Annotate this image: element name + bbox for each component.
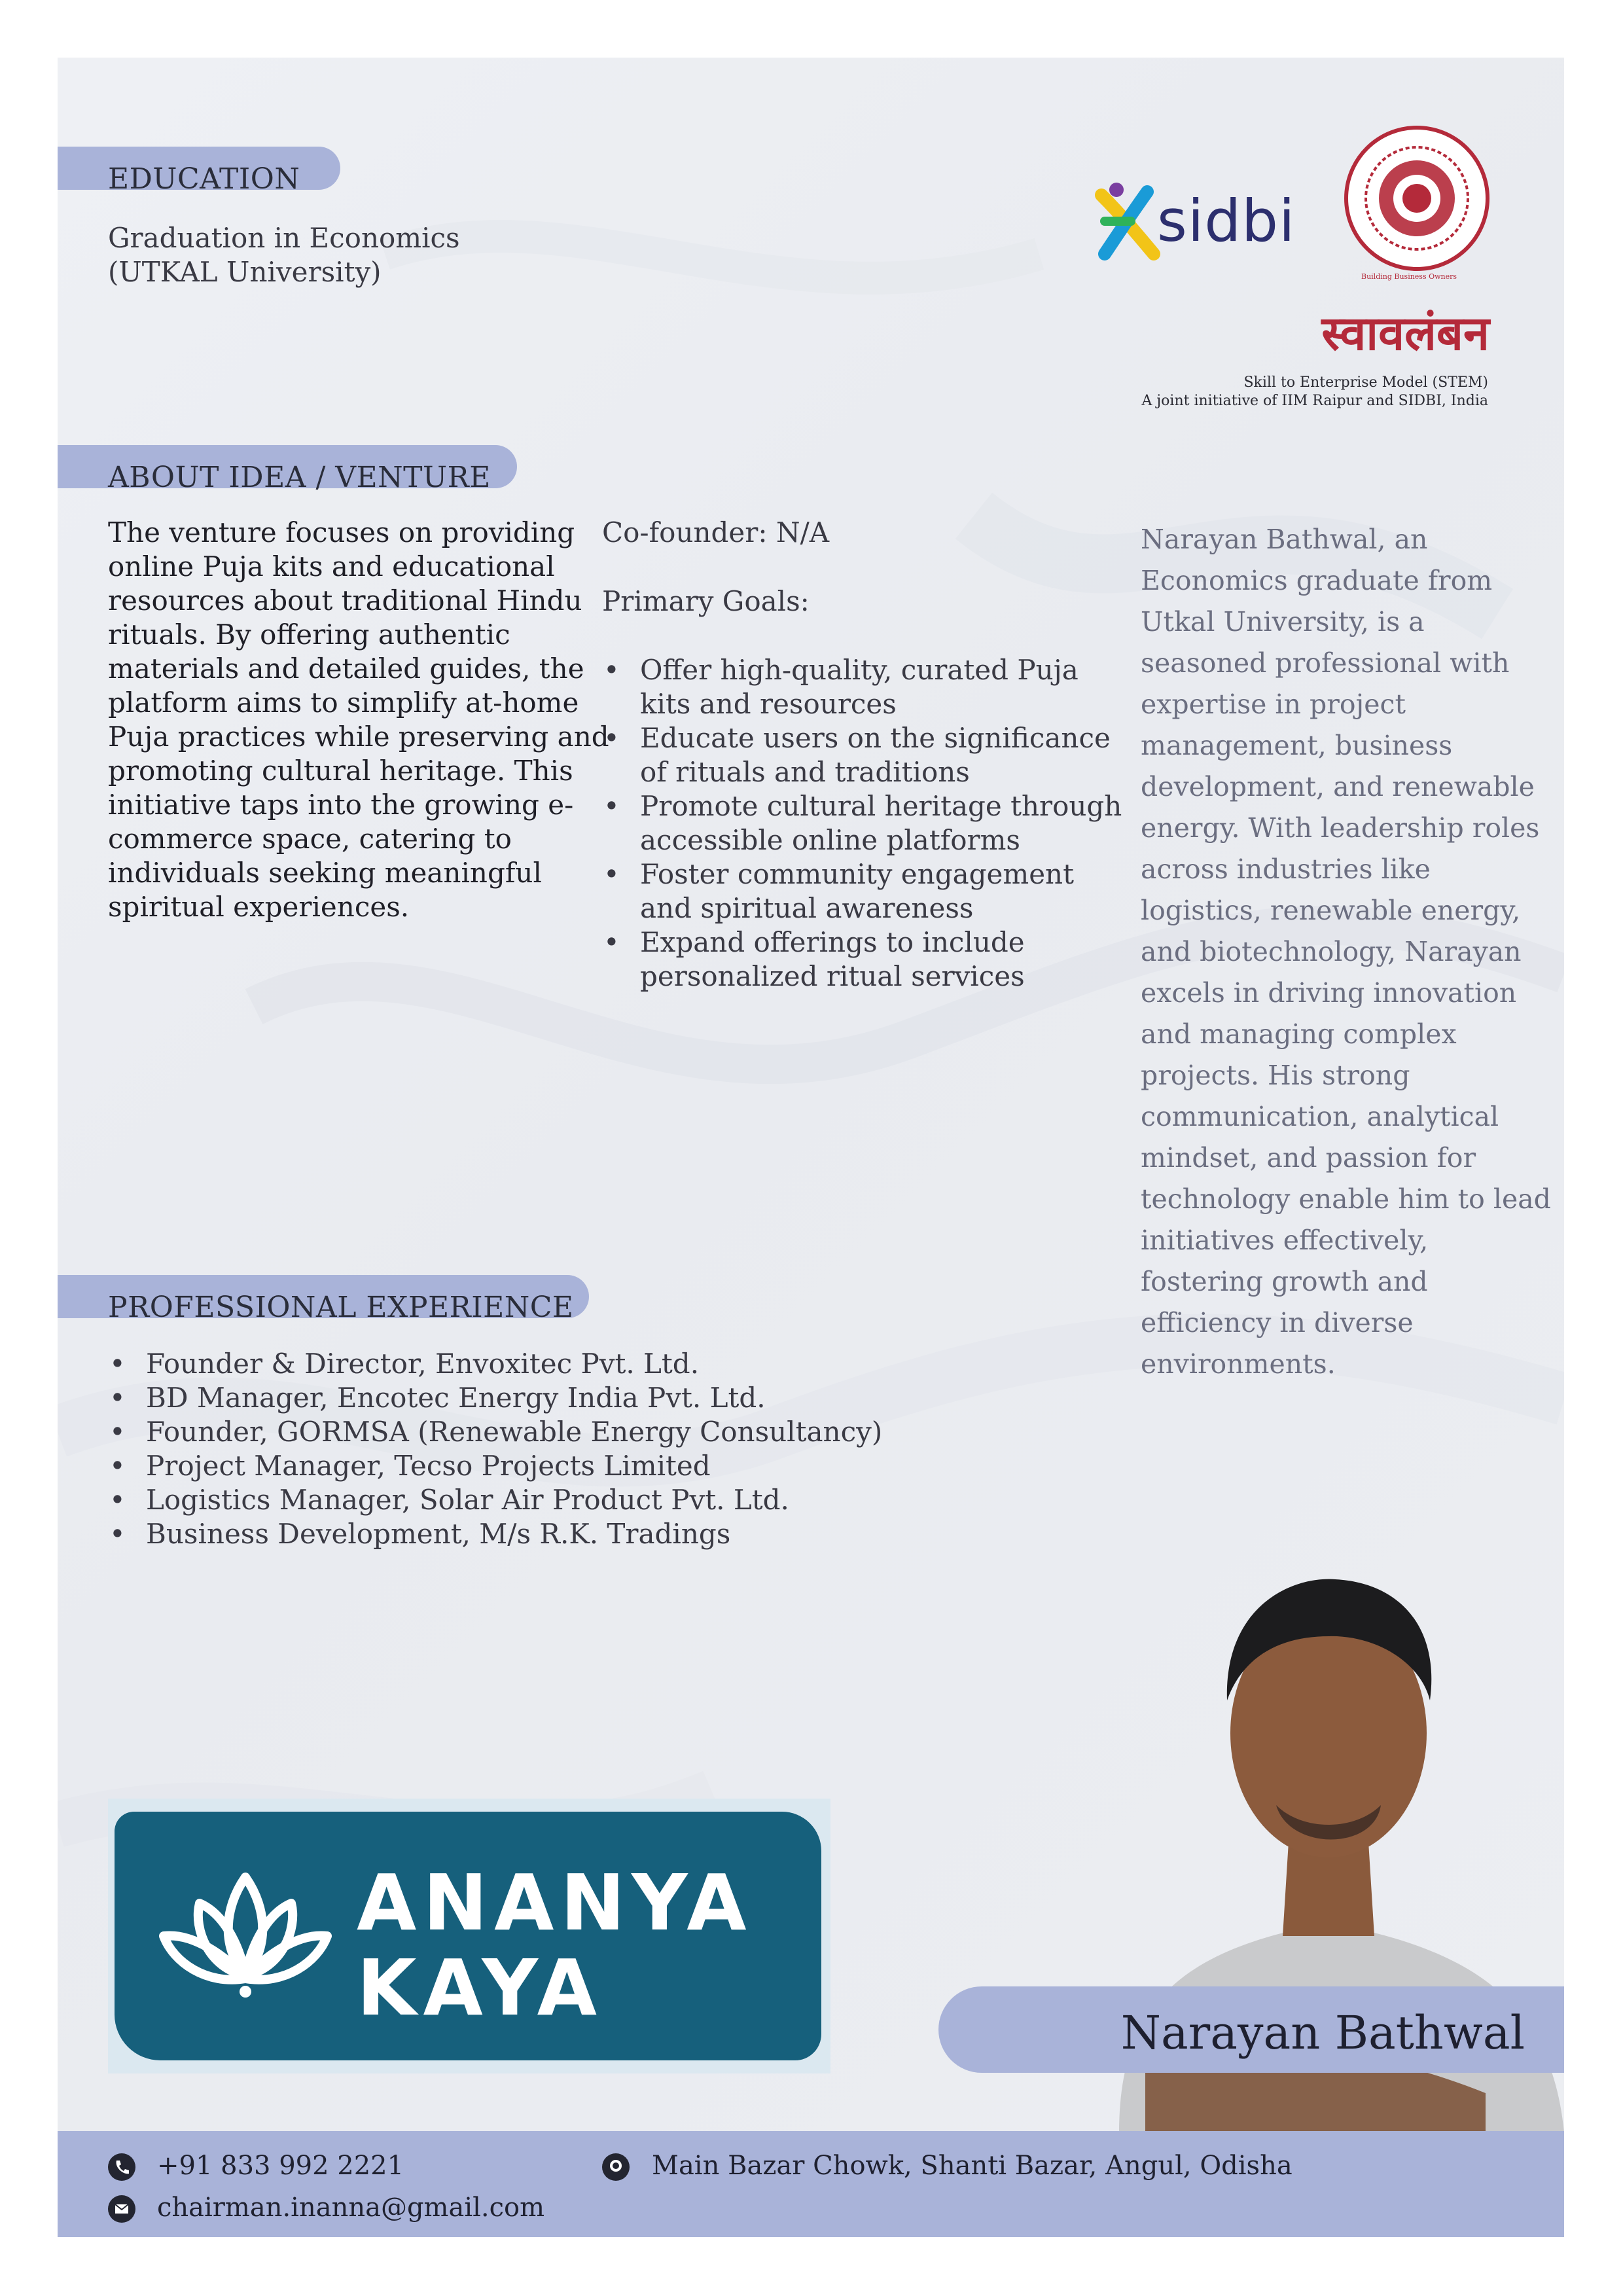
bio-line: efficiency in diverse [1141, 1307, 1414, 1338]
experience-item: • BD Manager, Encotec Energy India Pvt. Ltd. [108, 1381, 882, 1415]
goal-item: • Foster community engagement and spiritual awareness [602, 857, 1122, 925]
about-line: initiative taps into the growing e- [108, 789, 574, 821]
sidbi-logo [1092, 175, 1314, 260]
iim-raipur-seal [1342, 123, 1492, 280]
bio-line: and managing complex [1141, 1018, 1457, 1050]
bio-line: fostering growth and [1141, 1266, 1428, 1297]
bio-line: technology enable him to lead [1141, 1183, 1551, 1215]
location-pin-icon [602, 2153, 630, 2181]
bio-line: Economics graduate from [1141, 565, 1493, 596]
about-line: resources about traditional Hindu [108, 584, 582, 617]
education-university: (UTKAL University) [108, 256, 382, 288]
bio-line: energy. With leadership roles [1141, 812, 1540, 844]
sidbi-mark-icon [1092, 175, 1164, 260]
profile-card [58, 58, 1564, 2237]
stem-line-2: A joint initiative of IIM Raipur and SIDBI, India [1141, 393, 1488, 409]
about-line: promoting cultural heritage. This [108, 755, 573, 787]
experience-item: • Logistics Manager, Solar Air Product Pvt. Ltd. [108, 1483, 882, 1517]
bio-line: across industries like [1141, 853, 1431, 885]
bio-line: mindset, and passion for [1141, 1142, 1476, 1174]
about-line: materials and detailed guides, the [108, 653, 584, 685]
about-line: rituals. By offering authentic [108, 619, 510, 651]
swavalamban-title: स्वावलंबन [1321, 306, 1489, 361]
bio-line: initiatives effectively, [1141, 1225, 1429, 1256]
experience-item: • Project Manager, Tecso Projects Limited [108, 1449, 882, 1483]
sidbi-wordmark: sidbi [1157, 187, 1296, 255]
about-line: The venture focuses on providing [108, 516, 575, 548]
about-heading: ABOUT IDEA / VENTURE [108, 461, 491, 494]
goal-item: • Educate users on the significance of rituals and traditions [602, 721, 1122, 789]
goals-list [602, 653, 1122, 994]
bio-line: excels in driving innovation [1141, 977, 1517, 1009]
venture-logo-line1: ANANYA [357, 1857, 753, 1948]
cofounder-row [602, 516, 829, 550]
lotus-icon [147, 1851, 344, 2021]
experience-item: • Founder, GORMSA (Renewable Energy Consultancy) [108, 1415, 882, 1449]
about-line: individuals seeking meaningful [108, 857, 542, 889]
education-degree: Graduation in Economics [108, 222, 460, 254]
venture-logo [108, 1799, 830, 2073]
goals-heading: Primary Goals: [602, 585, 810, 617]
bio-line: seasoned professional with [1141, 647, 1510, 679]
bio-line: projects. His strong [1141, 1060, 1410, 1091]
contact-footer [58, 2131, 1564, 2237]
experience-item: • Business Development, M/s R.K. Tradings [108, 1517, 882, 1551]
address: Main Bazar Chowk, Shanti Bazar, Angul, Odisha [652, 2151, 1293, 2181]
bio-line: Utkal University, is a [1141, 606, 1425, 637]
education-heading: EDUCATION [108, 162, 300, 196]
about-line: Puja practices while preserving and [108, 721, 609, 753]
email-address[interactable]: chairman.inanna@gmail.com [157, 2193, 545, 2223]
phone-number[interactable]: +91 833 992 2221 [157, 2151, 404, 2181]
venture-logo-line2: KAYA [357, 1943, 603, 2033]
bio-line: expertise in project [1141, 689, 1406, 720]
email-icon [108, 2195, 135, 2223]
about-line: commerce space, catering to [108, 823, 512, 855]
bio-line: environments. [1141, 1348, 1336, 1380]
bio-line: development, and renewable [1141, 771, 1535, 802]
bio-line: management, business [1141, 730, 1453, 761]
stem-line-1: Skill to Enterprise Model (STEM) [1243, 374, 1488, 391]
name-banner [938, 1986, 1564, 2073]
bio-line: Narayan Bathwal, an [1141, 524, 1428, 555]
goal-item: • Expand offerings to include personalized ritual services [602, 925, 1122, 994]
experience-item: • Founder & Director, Envoxitec Pvt. Ltd. [108, 1347, 882, 1381]
iim-seal-icon [1342, 123, 1492, 274]
about-line: online Puja kits and educational [108, 550, 555, 583]
experience-list [108, 1347, 882, 1551]
bio-line: and biotechnology, Narayan [1141, 936, 1522, 967]
about-line: platform aims to simplify at-home [108, 687, 579, 719]
iim-tagline: Building Business Owners [1361, 272, 1457, 281]
goal-item: • Promote cultural heritage through accessible online platforms [602, 789, 1122, 857]
bio-line: communication, analytical [1141, 1101, 1499, 1132]
bio-line: logistics, renewable energy, [1141, 895, 1521, 926]
cofounder-label: Co-founder: [602, 516, 768, 548]
person-name: Narayan Bathwal [1120, 2006, 1525, 2060]
cofounder-value: N/A [776, 516, 830, 548]
experience-heading: PROFESSIONAL EXPERIENCE [108, 1291, 574, 1324]
bio-paragraph [1141, 519, 1560, 1385]
goal-item: • Offer high-quality, curated Puja kits and resources [602, 653, 1122, 721]
about-line: spiritual experiences. [108, 891, 410, 923]
phone-icon [108, 2153, 135, 2181]
